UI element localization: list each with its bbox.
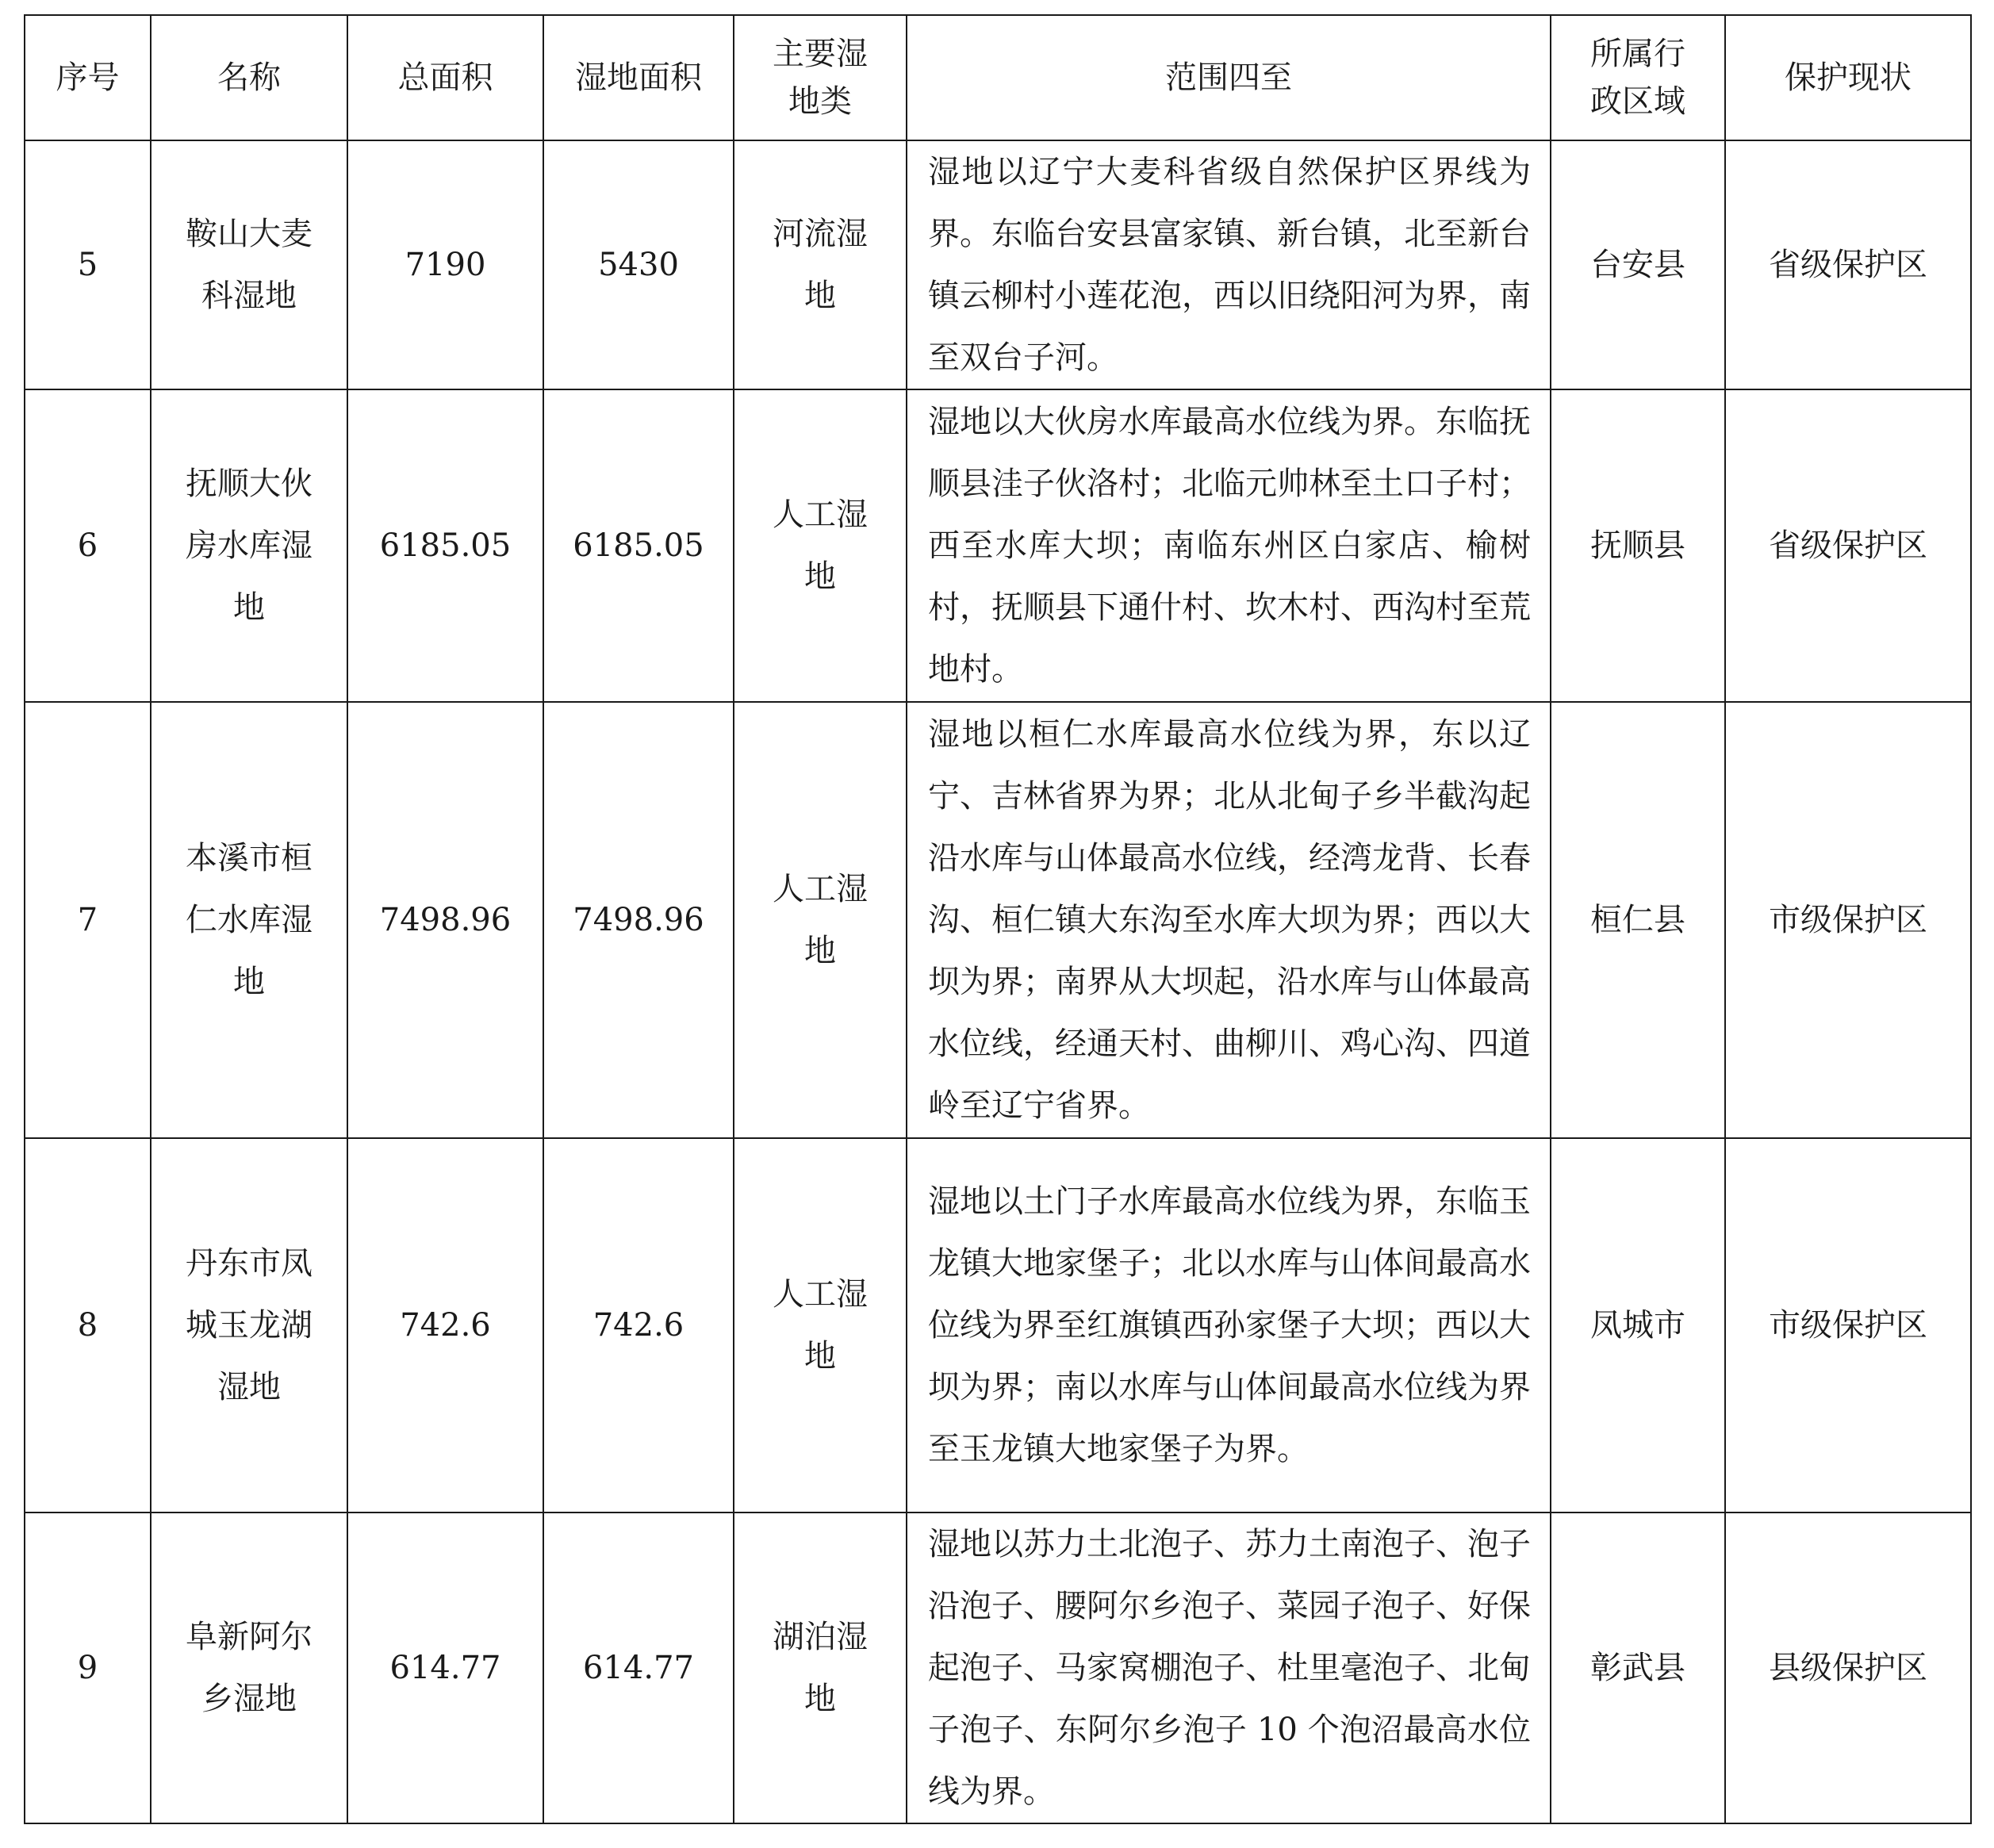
cell-wetland-area: 7498.96 — [543, 702, 734, 1138]
cell-total-area: 7498.96 — [347, 702, 543, 1138]
cell-wetland-area: 614.77 — [543, 1513, 734, 1823]
cell-name — [151, 702, 347, 1138]
cell-name-text: 本溪市桓仁水库湿地 — [186, 840, 313, 1000]
cell-range-text: 湿地以桓仁水库最高水位线为界，东以辽宁、吉林省界为界；北从北甸子乡半截沟起沿水库与山体最高水位线，经湾龙背、长春沟、桓仁镇大东沟至水库大坝为界；西以大坝为界；南界从大坝起，沿水库与山体最高水位线，经通天村、曲柳川、鸡心沟、四道岭至辽宁省界。 — [928, 716, 1531, 1124]
cell-seq: 8 — [25, 1138, 151, 1513]
cell-range — [907, 1513, 1551, 1823]
cell-wetland-area: 6185.05 — [543, 389, 734, 702]
cell-range — [907, 389, 1551, 702]
cell-range-text: 湿地以大伙房水库最高水位线为界。东临抚顺县洼子伙洛村；北临元帅林至土口子村；西至水库大坝；南临东州区白家店、榆树村，抚顺县下通什村、坎木村、西沟村至荒地村。 — [928, 404, 1531, 688]
cell-name — [151, 1138, 347, 1513]
table-row — [25, 389, 1971, 702]
header-name: 名称 — [151, 15, 347, 140]
cell-total-area: 614.77 — [347, 1513, 543, 1823]
header-wetland-area: 湿地面积 — [543, 15, 734, 140]
table-row — [25, 1138, 1971, 1513]
cell-main-type — [734, 702, 907, 1138]
table-row — [25, 1513, 1971, 1823]
header-status: 保护现状 — [1725, 15, 1971, 140]
cell-total-area: 6185.05 — [347, 389, 543, 702]
cell-main-type-text: 河流湿地 — [773, 216, 868, 314]
cell-status: 省级保护区 — [1725, 389, 1971, 702]
cell-range-text: 湿地以苏力土北泡子、苏力土南泡子、泡子沿泡子、腰阿尔乡泡子、菜园子泡子、好保起泡子、马家窝棚泡子、杜里毫泡子、北甸子泡子、东阿尔乡泡子 10 个泡沼最高水位线为界。 — [928, 1526, 1531, 1810]
cell-name-text: 丹东市凤城玉龙湖湿地 — [186, 1245, 313, 1405]
header-main-type-label: 主要湿地类 — [773, 36, 868, 120]
header-region — [1551, 15, 1725, 140]
cell-status: 县级保护区 — [1725, 1513, 1971, 1823]
cell-main-type — [734, 1138, 907, 1513]
cell-name-text: 抚顺大伙房水库湿地 — [186, 466, 313, 626]
cell-range — [907, 702, 1551, 1138]
cell-main-type-text: 人工湿地 — [773, 871, 868, 969]
cell-seq: 9 — [25, 1513, 151, 1823]
cell-region: 彰武县 — [1551, 1513, 1725, 1823]
cell-main-type — [734, 1513, 907, 1823]
cell-name — [151, 140, 347, 389]
cell-name — [151, 1513, 347, 1823]
cell-main-type-text: 人工湿地 — [773, 1276, 868, 1374]
cell-name-text: 鞍山大麦科湿地 — [186, 216, 313, 314]
cell-region: 桓仁县 — [1551, 702, 1725, 1138]
cell-name-text: 阜新阿尔乡湿地 — [186, 1619, 313, 1717]
table-row — [25, 140, 1971, 389]
cell-seq: 5 — [25, 140, 151, 389]
cell-status: 市级保护区 — [1725, 1138, 1971, 1513]
header-seq: 序号 — [25, 15, 151, 140]
cell-main-type-text: 人工湿地 — [773, 497, 868, 595]
cell-region: 抚顺县 — [1551, 389, 1725, 702]
cell-status: 市级保护区 — [1725, 702, 1971, 1138]
cell-wetland-area: 742.6 — [543, 1138, 734, 1513]
cell-wetland-area: 5430 — [543, 140, 734, 389]
wetland-table — [24, 14, 1972, 1824]
header-region-label: 所属行政区域 — [1590, 36, 1685, 120]
cell-range-text: 湿地以土门子水库最高水位线为界，东临玉龙镇大地家堡子；北以水库与山体间最高水位线为界至红旗镇西孙家堡子大坝；西以大坝为界；南以水库与山体间最高水位线为界至玉龙镇大地家堡子为界。 — [928, 1183, 1531, 1467]
table-row — [25, 702, 1971, 1138]
cell-status: 省级保护区 — [1725, 140, 1971, 389]
table-header-row — [25, 15, 1971, 140]
cell-range-text: 湿地以辽宁大麦科省级自然保护区界线为界。东临台安县富家镇、新台镇，北至新台镇云柳村小莲花泡，西以旧绕阳河为界，南至双台子河。 — [928, 154, 1531, 376]
cell-total-area: 742.6 — [347, 1138, 543, 1513]
wetland-table-container — [24, 14, 1972, 1824]
cell-main-type-text: 湖泊湿地 — [773, 1619, 868, 1717]
cell-range — [907, 140, 1551, 389]
cell-region: 凤城市 — [1551, 1138, 1725, 1513]
header-total-area: 总面积 — [347, 15, 543, 140]
cell-seq: 6 — [25, 389, 151, 702]
cell-total-area: 7190 — [347, 140, 543, 389]
cell-range — [907, 1138, 1551, 1513]
cell-name — [151, 389, 347, 702]
cell-region: 台安县 — [1551, 140, 1725, 389]
header-range: 范围四至 — [907, 15, 1551, 140]
cell-main-type — [734, 140, 907, 389]
cell-main-type — [734, 389, 907, 702]
header-main-type — [734, 15, 907, 140]
cell-seq: 7 — [25, 702, 151, 1138]
